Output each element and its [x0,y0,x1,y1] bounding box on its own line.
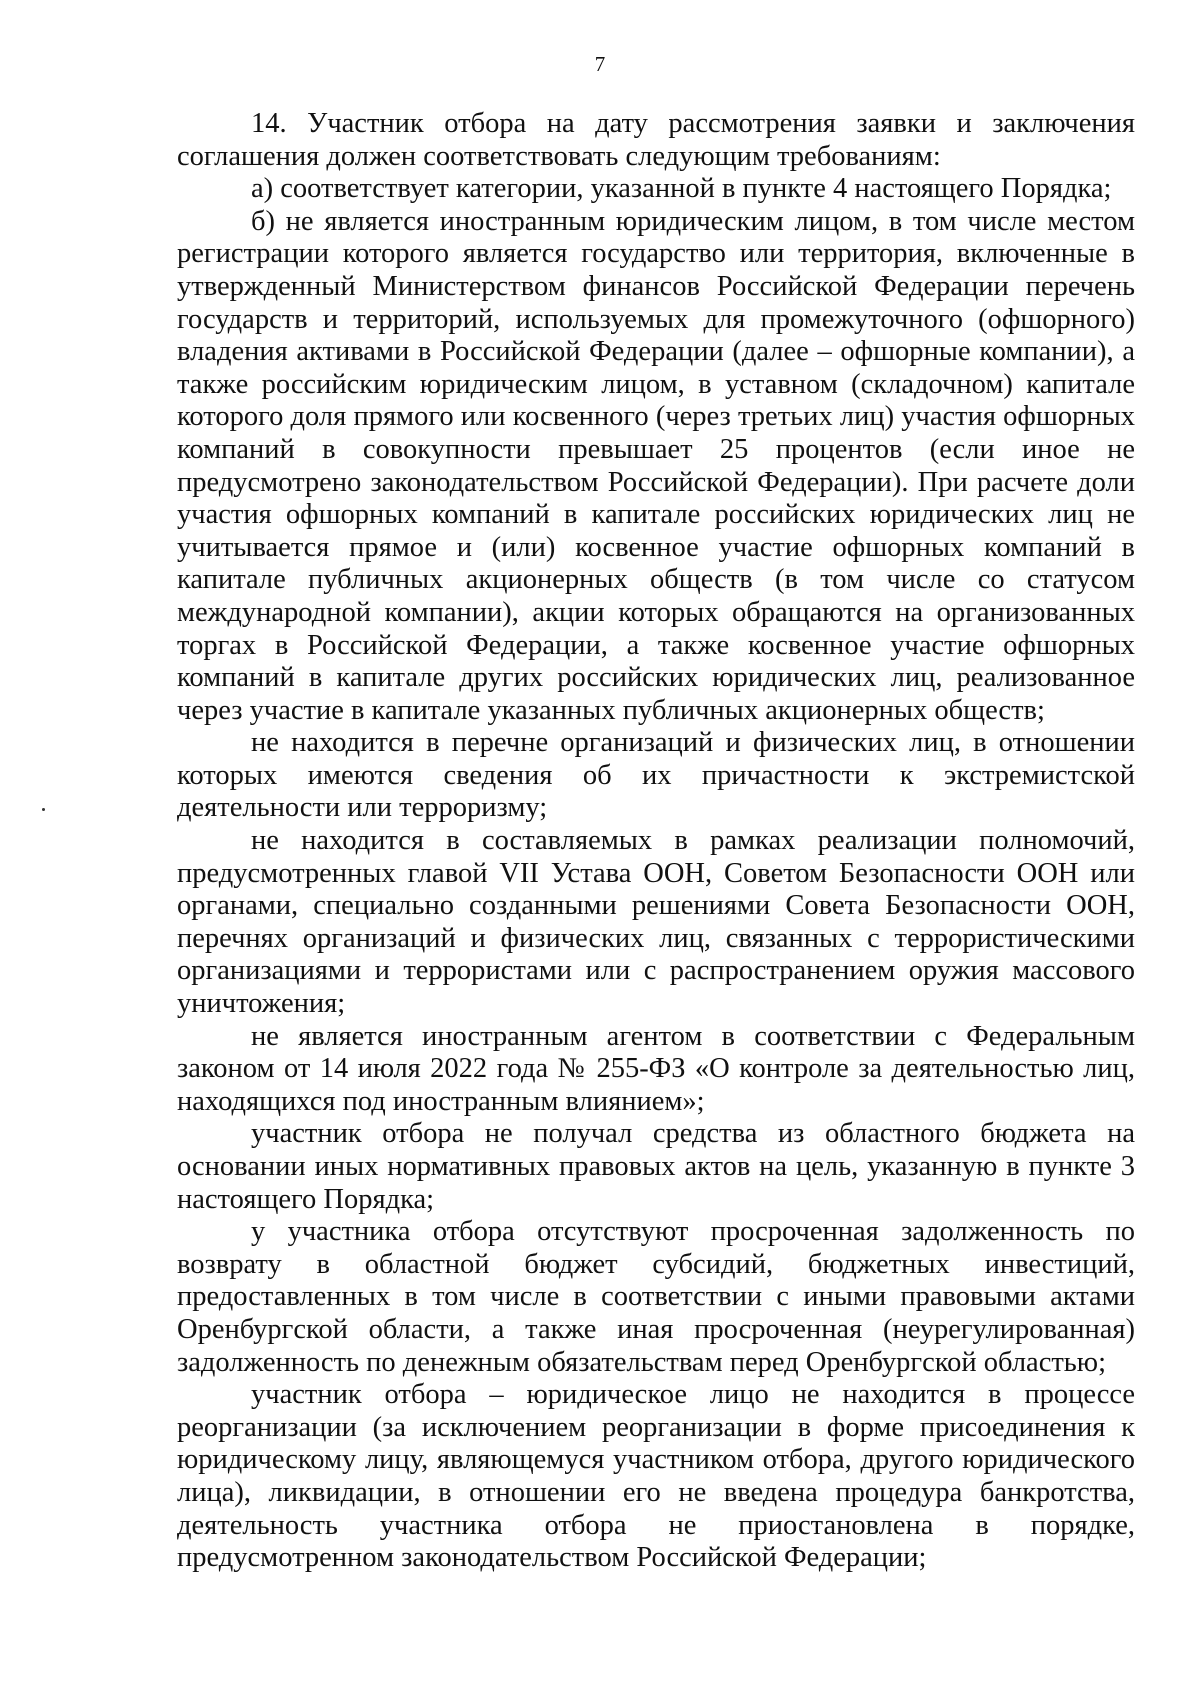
requirement-foreign-agent: не является иностранным агентом в соответствии с Федеральным законом от 14 июля 2022 года № 255-ФЗ «О контроле за деятельностью лиц, находящихся под иностранным влиянием»; [177,1020,1135,1117]
paragraph-14-intro: 14. Участник отбора на дату рассмотрения заявки и заключения соглашения должен соответствовать следующим требованиям: [177,108,1135,172]
requirement-a: а) соответствует категории, указанной в пункте 4 настоящего Порядка; [251,173,1112,205]
document-body [177,108,1135,1575]
scan-speck [42,808,45,811]
requirement-extremism-list: не находится в перечне организаций и физических лиц, в отношении которых имеются сведения об их причастности к экстремистской деятельности или терроризму; [177,727,1135,824]
page-number: 7 [594,52,606,76]
requirement-b: б) не является иностранным юридическим лицом, в том числе местом регистрации которого является государство или территория, включенные в утвержденный Министерством финансов Российской Федерации перечень государств и территорий, используемых для промежуточного (офшорного) владения активами в Российской Федерации (далее – офшорные компании), а также российским юридическим лицом, в уставном (складочном) капитале которого доля прямого или косвенного (через третьих лиц) участия офшорных компаний в совокупности превышает 25 процентов (если иное не предусмотрено законодательством Российской Федерации). При расчете доли участия офшорных компаний в капитале российских юридических лиц не учитывается прямое и (или) косвенное участие офшорных компаний в капитале публичных акционерных обществ (в том числе со статусом международной компании), акции которых обращаются на организованных торгах в Российской Федерации, а также косвенное участие офшорных компаний в капитале других российских юридических лиц, реализованное через участие в капитале указанных публичных акционерных обществ; [177,205,1135,726]
requirement-no-debt: у участника отбора отсутствуют просроченная задолженность по возврату в областной бюджет субсидий, бюджетных инвестиций, предоставленных в том числе в соответствии с иными правовыми актами Оренбургской области, а также иная просроченная (неурегулированная) задолженность по денежным обязательствам перед Оренбургской областью; [177,1216,1135,1378]
requirement-no-reorganization: участник отбора – юридическое лицо не находится в процессе реорганизации (за исключением реорганизации в форме присоединения к юридическому лицу, являющемуся участником отбора, другого юридического лица), ликвидации, в отношении его не введена процедура банкротства, деятельность участника отбора не приостановлена в порядке, предусмотренном законодательством Российской Федерации; [177,1379,1135,1574]
requirement-un-list: не находится в составляемых в рамках реализации полномочий, предусмотренных главой VII Устава ООН, Советом Безопасности ООН или органами, специально созданными решениями Совета Безопасности ООН, перечнях организаций и физических лиц, связанных с террористическими организациями и террористами или с распространением оружия массового уничтожения; [177,825,1135,1020]
requirement-no-other-funds: участник отбора не получал средства из областного бюджета на основании иных нормативных правовых актов на цель, указанную в пункте 3 настоящего Порядка; [177,1118,1135,1215]
